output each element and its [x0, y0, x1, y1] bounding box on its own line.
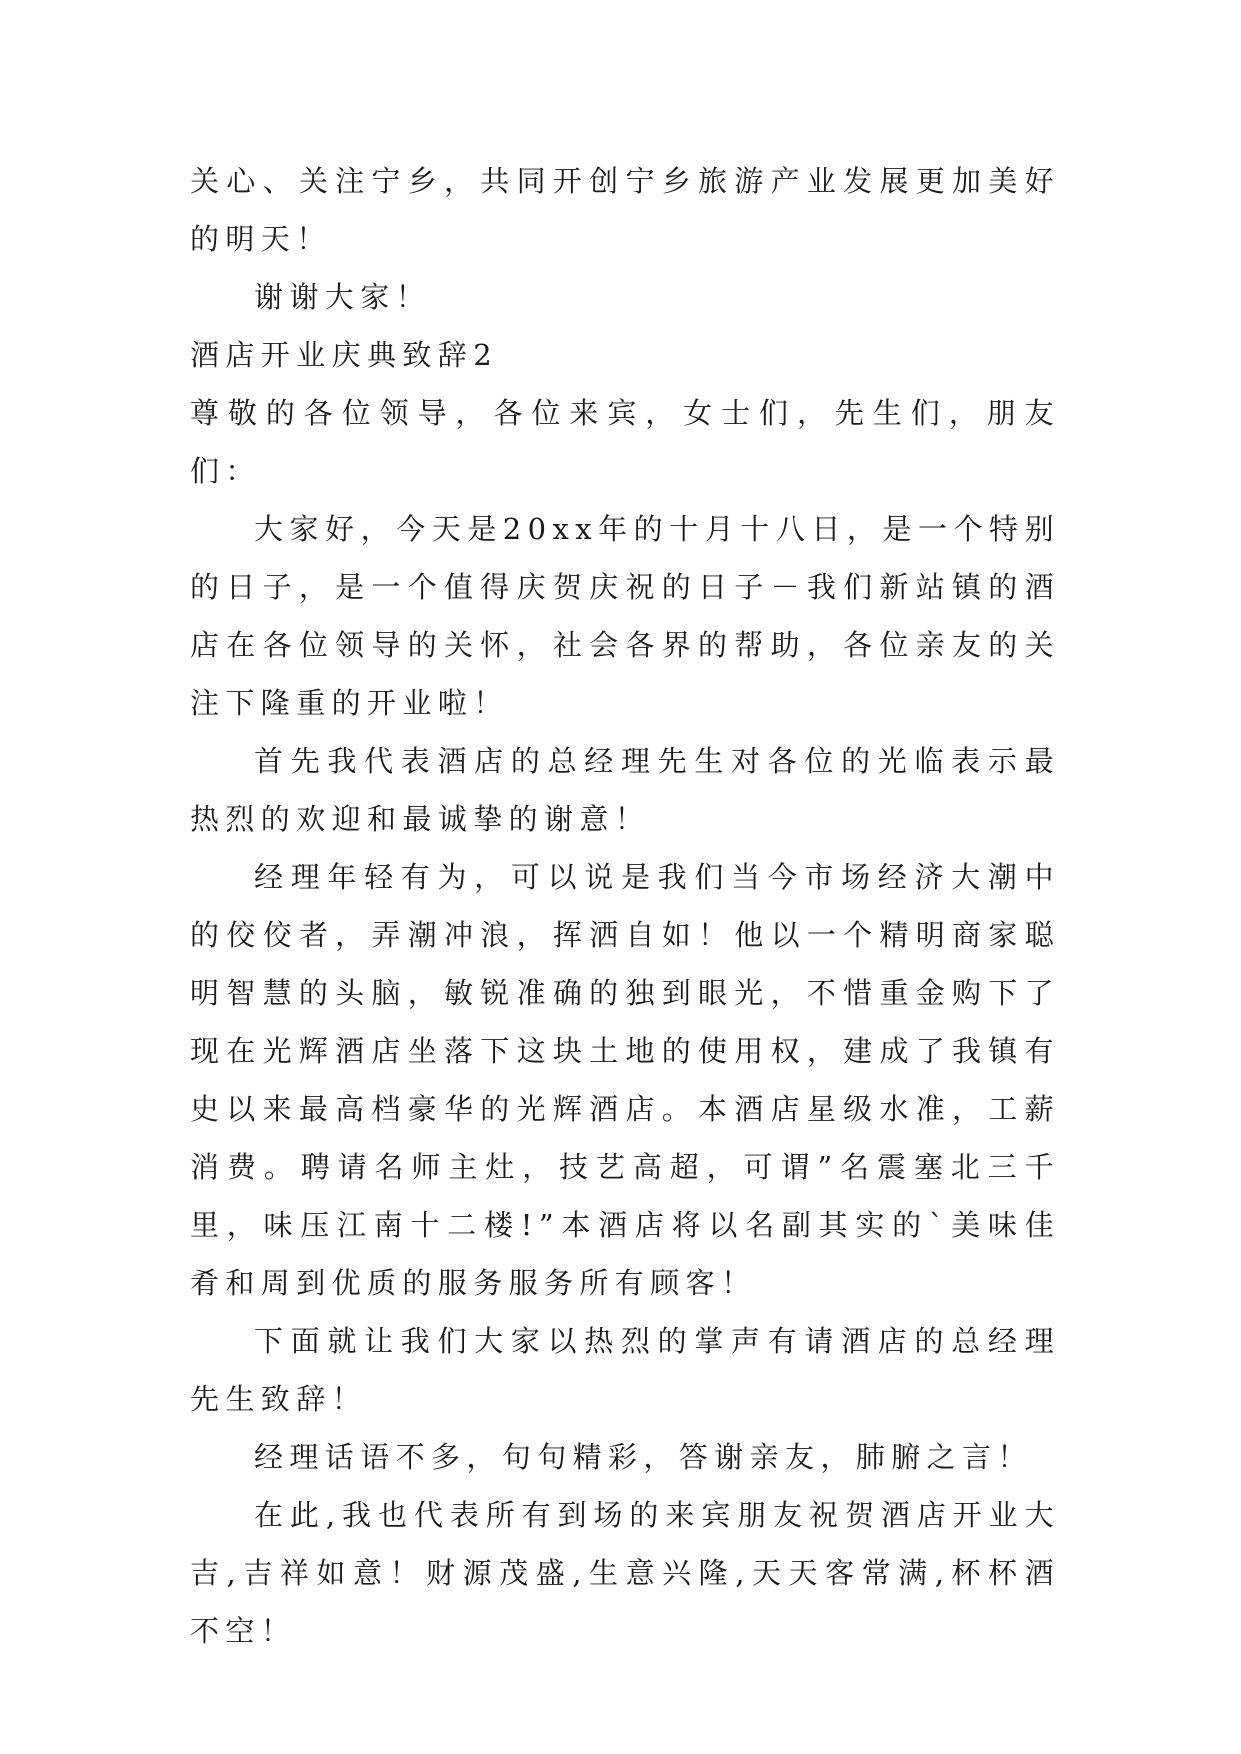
section-title: 酒店开业庆典致辞2 [190, 338, 499, 372]
paragraph-manager-speech: 经理话语不多，句句精彩，答谢亲友，肺腑之言！ [254, 1440, 1033, 1474]
thanks-line: 谢谢大家！ [254, 280, 432, 314]
paragraph-invite-speech: 下面就让我们大家以热烈的掌声有请酒店的总经理先生致辞！ [190, 1324, 1060, 1416]
closing-paragraph: 关心、关注宁乡，共同开创宁乡旅游产业发展更加美好的明天！ [190, 164, 1060, 256]
paragraph-blessing: 在此,我也代表所有到场的来宾朋友祝贺酒店开业大吉,吉祥如意！财源茂盛,生意兴隆,天天客常满,杯杯酒不空！ [190, 1498, 1060, 1648]
paragraph-manager-intro: 经理年轻有为，可以说是我们当今市场经济大潮中的佼佼者，弄潮冲浪，挥洒自如！他以一个精明商家聪明智慧的头脑，敏锐准确的独到眼光，不惜重金购下了现在光辉酒店坐落下这块土地的使用权，建成了我镇有史以来最高档豪华的光辉酒店。本酒店星级水准，工薪消费。聘请名师主灶，技艺高超，可谓”名震塞北三千里，味压江南十二楼!”本酒店将以名副其实的`美味佳肴和周到优质的服务服务所有顾客！ [190, 860, 1060, 1300]
salutation: 尊敬的各位领导，各位来宾，女士们，先生们，朋友们： [190, 396, 1060, 488]
document-body [190, 152, 1060, 1660]
paragraph-welcome: 首先我代表酒店的总经理先生对各位的光临表示最热烈的欢迎和最诚挚的谢意！ [190, 744, 1060, 836]
paragraph-greeting: 大家好，今天是20xx年的十月十八日，是一个特别的日子，是一个值得庆贺庆祝的日子－我们新站镇的酒店在各位领导的关怀，社会各界的帮助，各位亲友的关注下隆重的开业啦！ [190, 512, 1060, 720]
